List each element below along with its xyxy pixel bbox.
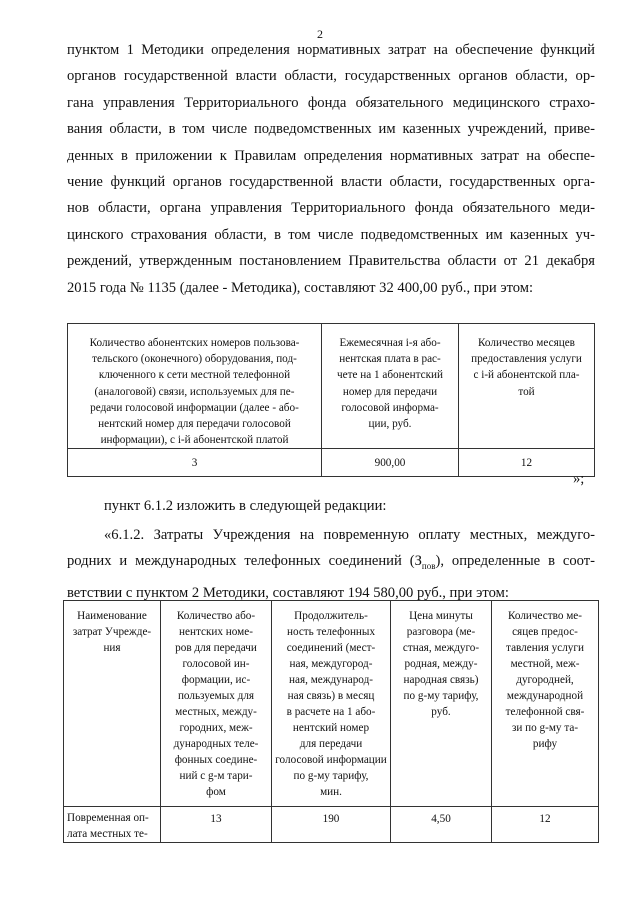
- text-line: 2015 года № 1135 (далее - Методика), составляют 32 400,00 руб., при этом:: [67, 279, 534, 296]
- value-cell: 190: [272, 807, 391, 843]
- value-cell: 12: [459, 449, 595, 477]
- value-cell: 4,50: [391, 807, 492, 843]
- text-line: пункт 6.1.2 изложить в следующей редакции:: [104, 498, 387, 514]
- header-cell: Количество ме- сяцев предос- тавления услуги местной, меж- дугородней, международной телефонной свя- зи по g-му та- рифу: [492, 601, 599, 807]
- text-line: цинского страхования области, в том числе подведомственных им казенных уч-: [67, 226, 595, 243]
- header-cell: Цена минуты разговора (ме- стная, междуго- родная, между- народная связь) по g-му тарифу, руб.: [391, 601, 492, 807]
- time-billing-table: [63, 600, 599, 843]
- subscriber-fee-table: [67, 323, 595, 477]
- text-line: чение функций органов государственной власти области, государственных орга-: [67, 174, 595, 191]
- value-cell: 12: [492, 807, 599, 843]
- header-cell: Количество абонентских номеров пользова- тельского (оконечного) оборудования, под- ключенного к сети местной телефонной (аналоговой) связи, используемых для пе- редачи голосовой информации (далее - або- нентский номер для передачи голосовой информации), с i-й абонентской платой: [68, 324, 322, 449]
- text-line: органов государственной власти области, государственных органов области, ор-: [67, 68, 595, 85]
- paragraph-section-612: [67, 522, 595, 606]
- text-line: «6.1.2. Затраты Учреждения на повременную оплату местных, междуго-: [104, 527, 595, 543]
- header-cell: Наименование затрат Учрежде- ния: [64, 601, 161, 807]
- header-cell: Количество або- нентских номе- ров для передачи голосовой ин- формации, ис- пользуемых для местных, между- городних, меж- дународных теле- фонных соедине- ний с g-м тари- фом: [161, 601, 272, 807]
- header-cell: Количество месяцев предоставления услуги с i-й абонентской пла- той: [459, 324, 595, 449]
- row-name-cell: Повременная оп- лата местных те-: [64, 807, 161, 843]
- value-cell: 3: [68, 449, 322, 477]
- value-cell: 13: [161, 807, 272, 843]
- paragraph-amend: [104, 493, 595, 519]
- text-line: реждений, утвержденным постановлением Правительства области от 21 декабря: [67, 253, 595, 270]
- text-line: денных в приложении к Правилам определения нормативных затрат на обеспе-: [67, 147, 595, 164]
- page-number: 2: [317, 27, 323, 41]
- text-line: ветствии с пунктом 2 Методики, составляют 194 580,00 руб., при этом:: [67, 584, 509, 601]
- text-line: родних и международных телефонных соединений $(З_{пов})$, определенные в соот-: [67, 553, 596, 572]
- text-line: нов области, органа управления Территориального фонда обязательного меди-: [67, 200, 595, 217]
- closing-quote: »;: [573, 471, 585, 487]
- text-line: пунктом 1 Методики определения нормативных затрат на обеспечение функций: [67, 42, 595, 58]
- value-cell: 900,00: [322, 449, 459, 477]
- text-line: гана управления Территориального фонда обязательного медицинского страхо-: [67, 94, 595, 111]
- text-line: вания области, в том числе подведомственных им казенных учреждений, приве-: [67, 121, 595, 138]
- header-cell: Продолжитель- ность телефонных соединений (мест- ная, междугород- ная, международ- ная связь) в месяц в расчете на 1 або- нентский номер для передачи голосовой информации по g-му тарифу, мин.: [272, 601, 391, 807]
- paragraph-intro: [67, 37, 595, 301]
- header-cell: Ежемесячная i-я або- нентская плата в рас- чете на 1 абонентский номер для передачи голосовой информа- ции, руб.: [322, 324, 459, 449]
